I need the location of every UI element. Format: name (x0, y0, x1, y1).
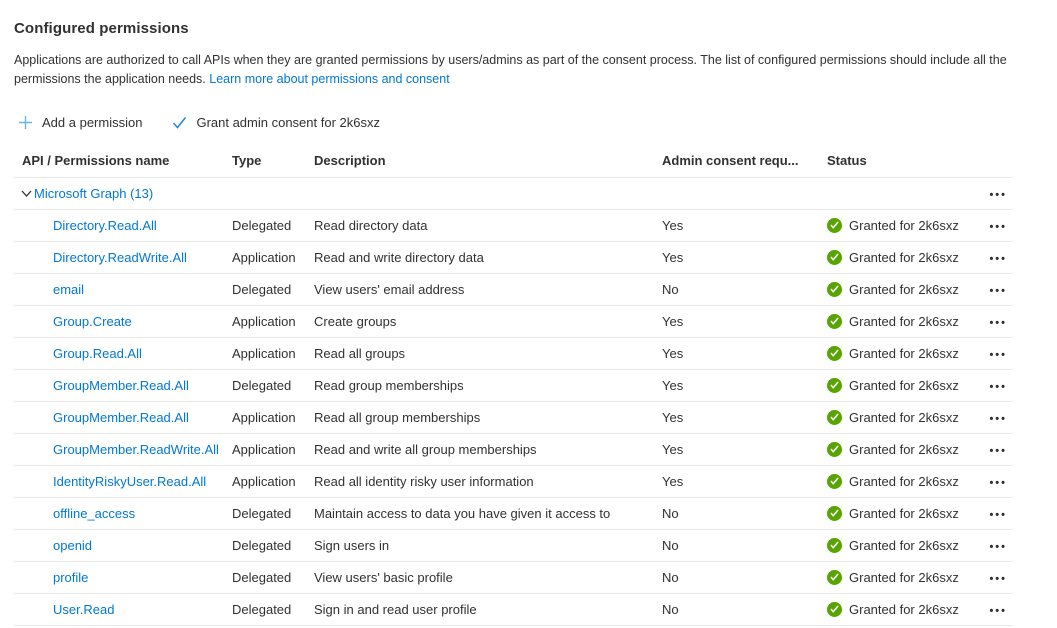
permission-type: Delegated (232, 601, 292, 617)
permission-description: Read group memberships (314, 377, 464, 393)
permission-link[interactable]: offline_access (53, 505, 136, 521)
check-circle-icon (827, 346, 842, 361)
permission-description: Create groups (314, 313, 397, 329)
permission-description: Read all groups (314, 345, 406, 361)
permission-status (823, 410, 973, 425)
status-text: Granted for 2k6sxz (849, 537, 959, 553)
row-context-menu-button[interactable]: ••• (989, 188, 1007, 201)
admin-consent-value: Yes (662, 345, 684, 361)
check-circle-icon (827, 378, 842, 393)
permission-type: Application (232, 441, 296, 457)
check-circle-icon (827, 442, 842, 457)
admin-consent-value: Yes (662, 473, 684, 489)
permission-row (14, 594, 1013, 626)
row-context-menu-button[interactable]: ••• (989, 252, 1007, 265)
permission-link[interactable]: email (53, 281, 85, 297)
check-circle-icon (827, 282, 842, 297)
status-text: Granted for 2k6sxz (849, 569, 959, 585)
check-circle-icon (827, 250, 842, 265)
permission-link[interactable]: profile (53, 569, 89, 585)
permission-row (14, 370, 1013, 402)
header-status[interactable]: Status (827, 152, 867, 168)
row-context-menu-button[interactable]: ••• (989, 220, 1007, 233)
permission-row (14, 562, 1013, 594)
table-header-row (14, 144, 1013, 178)
permission-description: Read directory data (314, 217, 428, 233)
row-context-menu-button[interactable]: ••• (989, 380, 1007, 393)
check-circle-icon (827, 314, 842, 329)
row-context-menu-button[interactable]: ••• (989, 412, 1007, 425)
permission-type: Application (232, 473, 296, 489)
check-circle-icon (827, 538, 842, 553)
status-text: Granted for 2k6sxz (849, 505, 959, 521)
permission-description: Read all group memberships (314, 409, 481, 425)
status-text: Granted for 2k6sxz (849, 601, 959, 617)
learn-more-link[interactable]: Learn more about permissions and consent (209, 72, 450, 87)
row-context-menu-button[interactable]: ••• (989, 508, 1007, 521)
add-permission-button[interactable] (16, 111, 144, 134)
permission-status (823, 218, 973, 233)
permission-type: Application (232, 409, 296, 425)
status-text: Granted for 2k6sxz (849, 441, 959, 457)
permission-status (823, 314, 973, 329)
permission-type: Delegated (232, 281, 292, 297)
table-body (14, 210, 1013, 626)
api-group-link[interactable]: Microsoft Graph (13) (34, 185, 154, 201)
chevron-down-icon[interactable] (19, 186, 33, 200)
permission-description: Maintain access to data you have given it access to (314, 505, 611, 521)
add-permission-label: Add a permission (42, 115, 143, 131)
permission-status (823, 602, 973, 617)
permission-status (823, 474, 973, 489)
admin-consent-value: No (662, 569, 679, 585)
header-admin-consent-required[interactable]: Admin consent requ... (662, 152, 799, 168)
status-text: Granted for 2k6sxz (849, 281, 959, 297)
header-type[interactable]: Type (232, 152, 262, 168)
permission-type: Delegated (232, 569, 292, 585)
permission-row (14, 274, 1013, 306)
check-circle-icon (827, 506, 842, 521)
permission-type: Delegated (232, 537, 292, 553)
permission-description: Read and write all group memberships (314, 441, 537, 457)
permission-status (823, 346, 973, 361)
admin-consent-value: No (662, 281, 679, 297)
grant-admin-consent-button[interactable] (170, 111, 382, 134)
permission-link[interactable]: GroupMember.Read.All (53, 377, 189, 393)
permission-link[interactable]: Directory.ReadWrite.All (53, 249, 187, 265)
permission-row (14, 498, 1013, 530)
grant-admin-consent-label: Grant admin consent for 2k6sxz (196, 115, 380, 131)
admin-consent-value: Yes (662, 249, 684, 265)
permission-description: Sign users in (314, 537, 390, 553)
permission-link[interactable]: openid (53, 537, 93, 553)
check-circle-icon (827, 474, 842, 489)
permissions-description (14, 51, 1013, 90)
permission-row (14, 530, 1013, 562)
permission-status (823, 378, 973, 393)
permission-link[interactable]: GroupMember.Read.All (53, 409, 189, 425)
configured-permissions-table (14, 144, 1013, 626)
admin-consent-value: No (662, 505, 679, 521)
api-group-row (14, 178, 1013, 210)
status-text: Granted for 2k6sxz (849, 345, 959, 361)
row-context-menu-button[interactable]: ••• (989, 572, 1007, 585)
permission-row (14, 338, 1013, 370)
permission-row (14, 242, 1013, 274)
permission-row (14, 466, 1013, 498)
permission-description: View users' email address (314, 281, 465, 297)
permission-status (823, 250, 973, 265)
row-context-menu-button[interactable]: ••• (989, 348, 1007, 361)
status-text: Granted for 2k6sxz (849, 409, 959, 425)
header-description[interactable]: Description (314, 152, 386, 168)
permission-type: Delegated (232, 377, 292, 393)
permission-type: Application (232, 313, 296, 329)
permission-link[interactable]: Directory.Read.All (53, 217, 157, 233)
row-context-menu-button[interactable]: ••• (989, 444, 1007, 457)
check-circle-icon (827, 570, 842, 585)
permission-type: Application (232, 345, 296, 361)
header-api-permissions-name[interactable]: API / Permissions name (22, 152, 170, 168)
row-context-menu-button[interactable]: ••• (989, 540, 1007, 553)
status-text: Granted for 2k6sxz (849, 217, 959, 233)
permission-description: View users' basic profile (314, 569, 453, 585)
status-text: Granted for 2k6sxz (849, 377, 959, 393)
permission-link[interactable]: User.Read (53, 601, 115, 617)
check-circle-icon (827, 410, 842, 425)
permission-link[interactable]: Group.Create (53, 313, 132, 329)
permission-link[interactable]: Group.Read.All (53, 345, 142, 361)
admin-consent-value: Yes (662, 441, 684, 457)
permission-status (823, 506, 973, 521)
page-title: Configured permissions (14, 20, 189, 37)
permission-status (823, 442, 973, 457)
permission-status (823, 570, 973, 585)
permission-description: Sign in and read user profile (314, 601, 477, 617)
plus-icon (18, 115, 33, 130)
description-text: Applications are authorized to call APIs when they are granted permissions by users/admins as part of the consent process. The list of configured permissions should include all the permissions the application needs. (14, 53, 1007, 87)
admin-consent-value: No (662, 537, 679, 553)
admin-consent-value: Yes (662, 377, 684, 393)
permission-link[interactable]: GroupMember.ReadWrite.All (53, 441, 219, 457)
row-context-menu-button[interactable]: ••• (989, 316, 1007, 329)
status-text: Granted for 2k6sxz (849, 313, 959, 329)
check-circle-icon (827, 602, 842, 617)
permission-type: Application (232, 249, 296, 265)
check-icon (172, 115, 187, 130)
check-circle-icon (827, 218, 842, 233)
row-context-menu-button[interactable]: ••• (989, 476, 1007, 489)
admin-consent-value: Yes (662, 409, 684, 425)
permission-status (823, 282, 973, 297)
admin-consent-value: Yes (662, 313, 684, 329)
permission-row (14, 402, 1013, 434)
permission-link[interactable]: IdentityRiskyUser.Read.All (53, 473, 207, 489)
permission-type: Delegated (232, 505, 292, 521)
permission-row (14, 210, 1013, 242)
permission-status (823, 538, 973, 553)
permission-description: Read all identity risky user information (314, 473, 534, 489)
row-context-menu-button[interactable]: ••• (989, 604, 1007, 617)
permission-row (14, 306, 1013, 338)
permission-row (14, 434, 1013, 466)
permissions-toolbar (16, 106, 1013, 140)
row-context-menu-button[interactable]: ••• (989, 284, 1007, 297)
permission-type: Delegated (232, 217, 292, 233)
status-text: Granted for 2k6sxz (849, 249, 959, 265)
admin-consent-value: No (662, 601, 679, 617)
status-text: Granted for 2k6sxz (849, 473, 959, 489)
admin-consent-value: Yes (662, 217, 684, 233)
permission-description: Read and write directory data (314, 249, 484, 265)
